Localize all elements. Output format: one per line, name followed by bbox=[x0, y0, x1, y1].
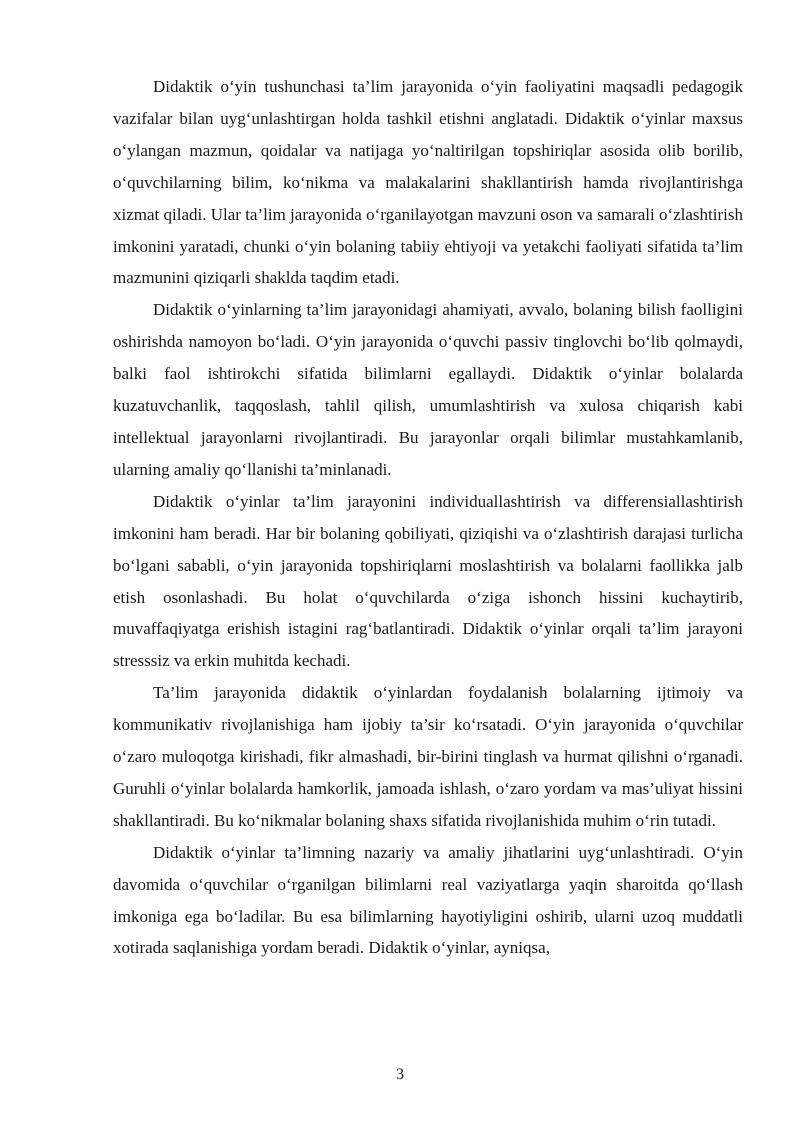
paragraph: Didaktik o‘yinlarning ta’lim jarayonidagi ahamiyati, avvalo, bolaning bilish faolligini oshirishda namoyon bo‘ladi. O‘yin jarayonida o‘quvchi passiv tinglovchi bo‘lib qolmaydi, balki faol ishtirokchi sifatida bilimlarni egallaydi. Didaktik o‘yinlar bolalarda kuzatuvchanlik, taqqoslash, tahlil qilish, umumlashtirish va xulosa chiqarish kabi intellektual jarayonlarni rivojlantiradi. Bu jarayonlar orqali bilimlar mustahkamlanib, ularning amaliy qo‘llanishi ta’minlanadi. bbox=[113, 300, 743, 479]
paragraph: Ta’lim jarayonida didaktik o‘yinlardan foydalanish bolalarning ijtimoiy va kommunikativ rivojlanishiga ham ijobiy ta’sir ko‘rsatadi. O‘yin jarayonida o‘quvchilar o‘zaro muloqotga kirishadi, fikr almashadi, bir-birini tinglash va hurmat qilishni o‘rganadi. Guruhli o‘yinlar bolalarda hamkorlik, jamoada ishlash, o‘zaro yordam va mas’uliyat hissini shakllantiradi. Bu ko‘nikmalar bolaning shaxs sifatida rivojlanishida muhim o‘rin tutadi. bbox=[113, 683, 743, 830]
page-number: 3 bbox=[396, 1066, 404, 1083]
paragraph: Didaktik o‘yinlar ta’lim jarayonini individuallashtirish va differensiallashtirish imkonini ham beradi. Har bir bolaning qobiliyati, qiziqishi va o‘zlashtirish darajasi turlicha bo‘lgani sababli, o‘yin jarayonida topshiriqlarni moslashtirish va bolalarni faollikka jalb etish osonlashadi. Bu holat o‘quvchilarda o‘ziga ishonch hissini kuchaytirib, muvaffaqiyatga erishish istagini rag‘batlantiradi. Didaktik o‘yinlar orqali ta’lim jarayoni stresssiz va erkin muhitda kechadi. bbox=[113, 491, 743, 671]
paragraph: Didaktik o‘yin tushunchasi ta’lim jarayonida o‘yin faoliyatini maqsadli pedagogik vazifalar bilan uyg‘unlashtirgan holda tashkil etishni anglatadi. Didaktik o‘yinlar maxsus o‘ylangan mazmun, qoidalar va natijaga yo‘naltirilgan topshiriqlar asosida olib borilib, o‘quvchilarning bilim, ko‘nikma va malakalarini shakllantirish hamda rivojlantirishga xizmat qiladi. Ular ta’lim jarayonida o‘rganilayotgan mavzuni oson va samarali o‘zlashtirish imkonini yaratadi, chunki o‘yin bolaning tabiiy ehtiyoji va yetakchi faoliyati sifatida ta’lim mazmunini qiziqarli shaklda taqdim etadi. bbox=[113, 77, 743, 288]
body-text bbox=[113, 71, 743, 964]
paragraph: Didaktik o‘yinlar ta’limning nazariy va amaliy jihatlarini uyg‘unlashtiradi. O‘yin davomida o‘quvchilar o‘rganilgan bilimlarni real vaziyatlarga yaqin sharoitda qo‘llash imkoniga ega bo‘ladilar. Bu esa bilimlarning hayotiyligini oshirib, ularni uzoq muddatli xotirada saqlanishiga yordam beradi. Didaktik o‘yinlar, ayniqsa, bbox=[113, 842, 743, 958]
